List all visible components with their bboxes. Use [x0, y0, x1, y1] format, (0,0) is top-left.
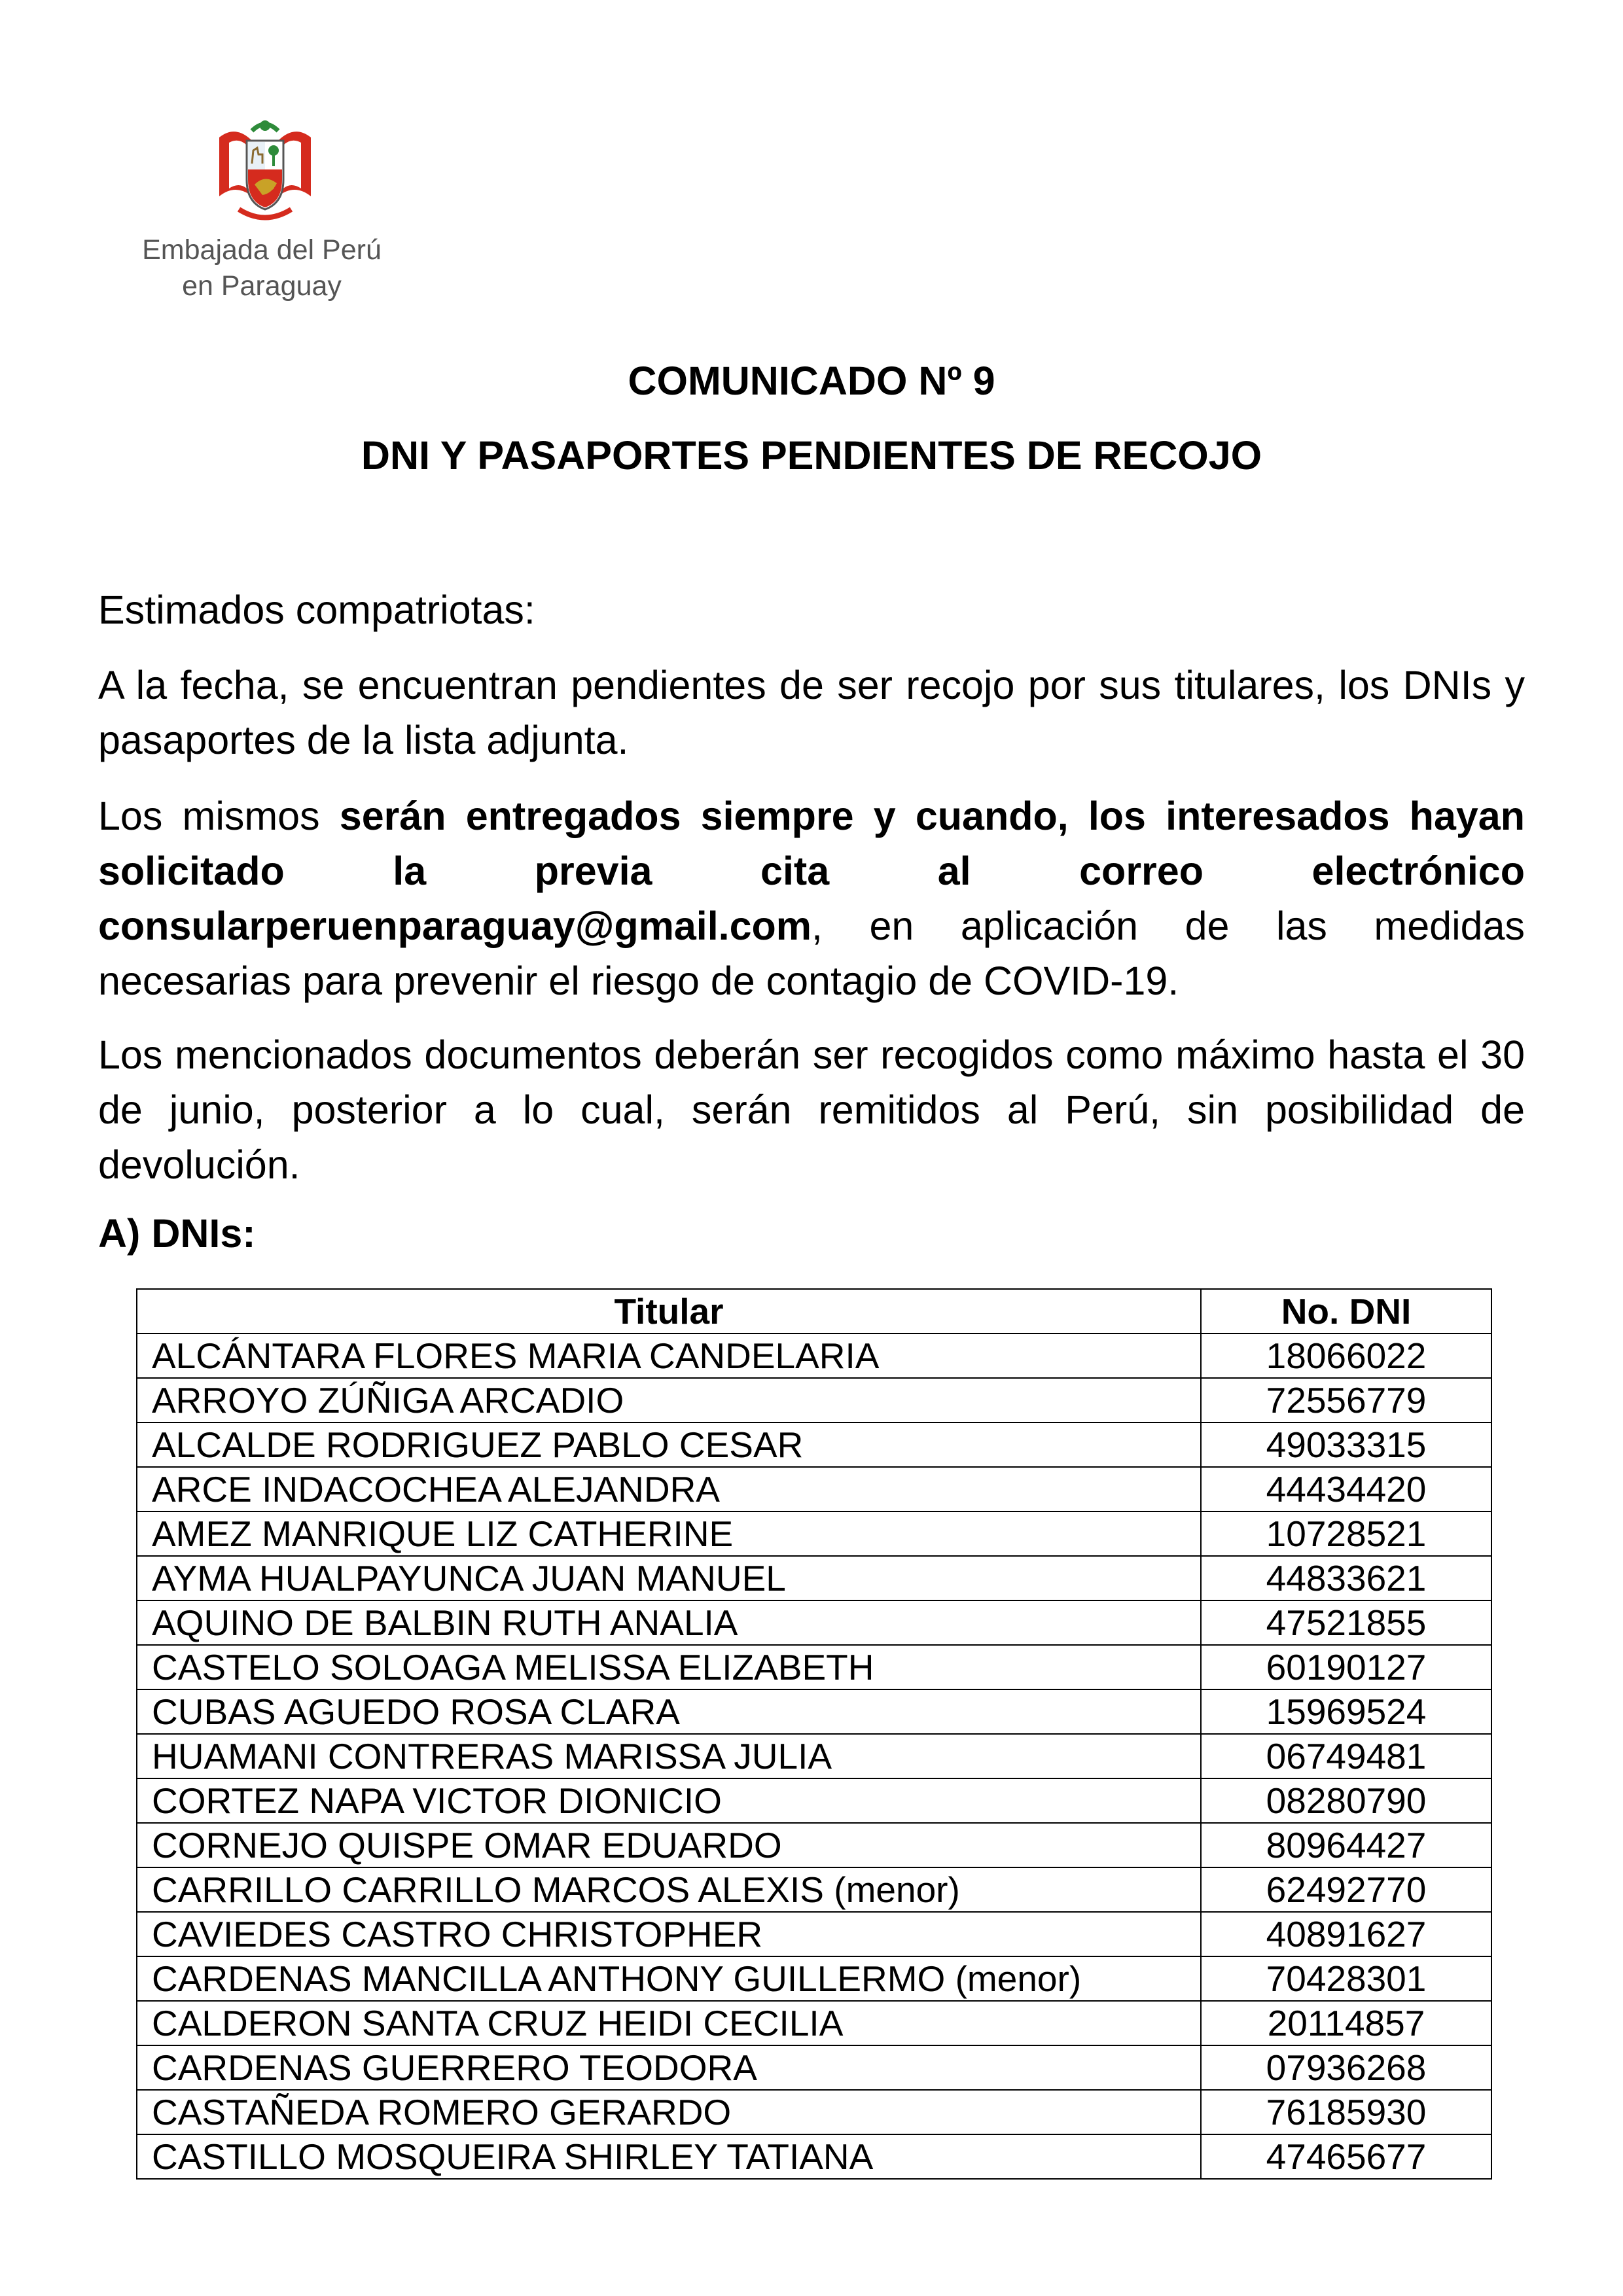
- table-row: [137, 1645, 1491, 1689]
- cell-dni: 47521855: [1201, 1600, 1491, 1645]
- peru-coat-of-arms-icon: [206, 111, 324, 226]
- table-row: [137, 1556, 1491, 1600]
- cell-dni: 07936268: [1201, 2045, 1491, 2090]
- cell-dni: 60190127: [1201, 1645, 1491, 1689]
- table-row: [137, 1511, 1491, 1556]
- cell-dni: 80964427: [1201, 1823, 1491, 1867]
- greeting: Estimados compatriotas:: [98, 588, 535, 632]
- cell-titular: ARROYO ZÚÑIGA ARCADIO: [137, 1378, 1201, 1422]
- cell-titular: CUBAS AGUEDO ROSA CLARA: [137, 1689, 1201, 1734]
- paragraph-deadline: Los mencionados documentos deberán ser recogidos como máximo hasta el 30 de junio, posterior a lo cual, serán remitidos al Perú, sin posibilidad de devolución.: [98, 1033, 1525, 1187]
- cell-dni: 70428301: [1201, 1956, 1491, 2001]
- section-title-dnis: A) DNIs:: [98, 1211, 256, 1256]
- cell-titular: CARDENAS MANCILLA ANTHONY GUILLERMO (menor): [137, 1956, 1201, 2001]
- cell-dni: 76185930: [1201, 2090, 1491, 2134]
- column-header-dni: No. DNI: [1201, 1289, 1491, 1333]
- table-row: [137, 1600, 1491, 1645]
- table-row: [137, 2134, 1491, 2179]
- cell-titular: ALCALDE RODRIGUEZ PABLO CESAR: [137, 1422, 1201, 1467]
- table-row: [137, 1956, 1491, 2001]
- table-row: [137, 1912, 1491, 1956]
- table-row: [137, 1689, 1491, 1734]
- cell-titular: AMEZ MANRIQUE LIZ CATHERINE: [137, 1511, 1201, 1556]
- cell-titular: HUAMANI CONTRERAS MARISSA JULIA: [137, 1734, 1201, 1778]
- cell-dni: 40891627: [1201, 1912, 1491, 1956]
- cell-dni: 06749481: [1201, 1734, 1491, 1778]
- cell-dni: 72556779: [1201, 1378, 1491, 1422]
- cell-titular: ALCÁNTARA FLORES MARIA CANDELARIA: [137, 1333, 1201, 1378]
- table-row: [137, 2045, 1491, 2090]
- appointment-requirement: serán entregados siempre y cuando, los interesados hayan solicitado la previa cita al correo electrónico consularperuenparaguay@gmail.com: [98, 794, 1525, 948]
- cell-titular: CASTELO SOLOAGA MELISSA ELIZABETH: [137, 1645, 1201, 1689]
- paragraph-pending-list: A la fecha, se encuentran pendientes de ser recojo por sus titulares, los DNIs y pasaportes de la lista adjunta.: [98, 663, 1525, 762]
- cell-titular: CAVIEDES CASTRO CHRISTOPHER: [137, 1912, 1201, 1956]
- cell-titular: CORNEJO QUISPE OMAR EDUARDO: [137, 1823, 1201, 1867]
- table-row: [137, 1333, 1491, 1378]
- table-row: [137, 2001, 1491, 2045]
- table-row: [137, 1867, 1491, 1912]
- cell-dni: 44434420: [1201, 1467, 1491, 1511]
- document-title: COMUNICADO Nº 9: [628, 359, 995, 403]
- cell-titular: CALDERON SANTA CRUZ HEIDI CECILIA: [137, 2001, 1201, 2045]
- cell-dni: 49033315: [1201, 1422, 1491, 1467]
- document-subtitle: DNI Y PASAPORTES PENDIENTES DE RECOJO: [361, 433, 1262, 478]
- cell-titular: CARDENAS GUERRERO TEODORA: [137, 2045, 1201, 2090]
- cell-dni: 44833621: [1201, 1556, 1491, 1600]
- cell-dni: 18066022: [1201, 1333, 1491, 1378]
- table-row: [137, 1467, 1491, 1511]
- paragraph-appointment-start: Los mismos: [98, 794, 340, 838]
- embassy-logo: [111, 111, 412, 308]
- embassy-name-line2: en Paraguay: [182, 270, 342, 302]
- dni-table: [136, 1288, 1492, 2180]
- table-row: [137, 1378, 1491, 1422]
- paragraph-appointment: [98, 788, 1525, 1008]
- table-row: [137, 1778, 1491, 1823]
- cell-titular: ARCE INDACOCHEA ALEJANDRA: [137, 1467, 1201, 1511]
- cell-titular: CORTEZ NAPA VICTOR DIONICIO: [137, 1778, 1201, 1823]
- cell-dni: 47465677: [1201, 2134, 1491, 2179]
- embassy-name-line1: Embajada del Perú: [142, 234, 382, 266]
- cell-dni: 20114857: [1201, 2001, 1491, 2045]
- table-row: [137, 1734, 1491, 1778]
- cell-titular: CASTAÑEDA ROMERO GERARDO: [137, 2090, 1201, 2134]
- cell-dni: 15969524: [1201, 1689, 1491, 1734]
- paragraph-appointment-end: , en aplicación de las medidas necesarias para prevenir el riesgo de contagio de COVID-19.: [98, 904, 1525, 1003]
- table-row: [137, 1823, 1491, 1867]
- table-header-row: [137, 1289, 1491, 1333]
- dni-table-body: [137, 1333, 1491, 2179]
- cell-dni: 62492770: [1201, 1867, 1491, 1912]
- table-row: [137, 2090, 1491, 2134]
- cell-titular: CASTILLO MOSQUEIRA SHIRLEY TATIANA: [137, 2134, 1201, 2179]
- cell-dni: 10728521: [1201, 1511, 1491, 1556]
- cell-dni: 08280790: [1201, 1778, 1491, 1823]
- cell-titular: CARRILLO CARRILLO MARCOS ALEXIS (menor): [137, 1867, 1201, 1912]
- column-header-titular: Titular: [137, 1289, 1201, 1333]
- cell-titular: AYMA HUALPAYUNCA JUAN MANUEL: [137, 1556, 1201, 1600]
- cell-titular: AQUINO DE BALBIN RUTH ANALIA: [137, 1600, 1201, 1645]
- table-row: [137, 1422, 1491, 1467]
